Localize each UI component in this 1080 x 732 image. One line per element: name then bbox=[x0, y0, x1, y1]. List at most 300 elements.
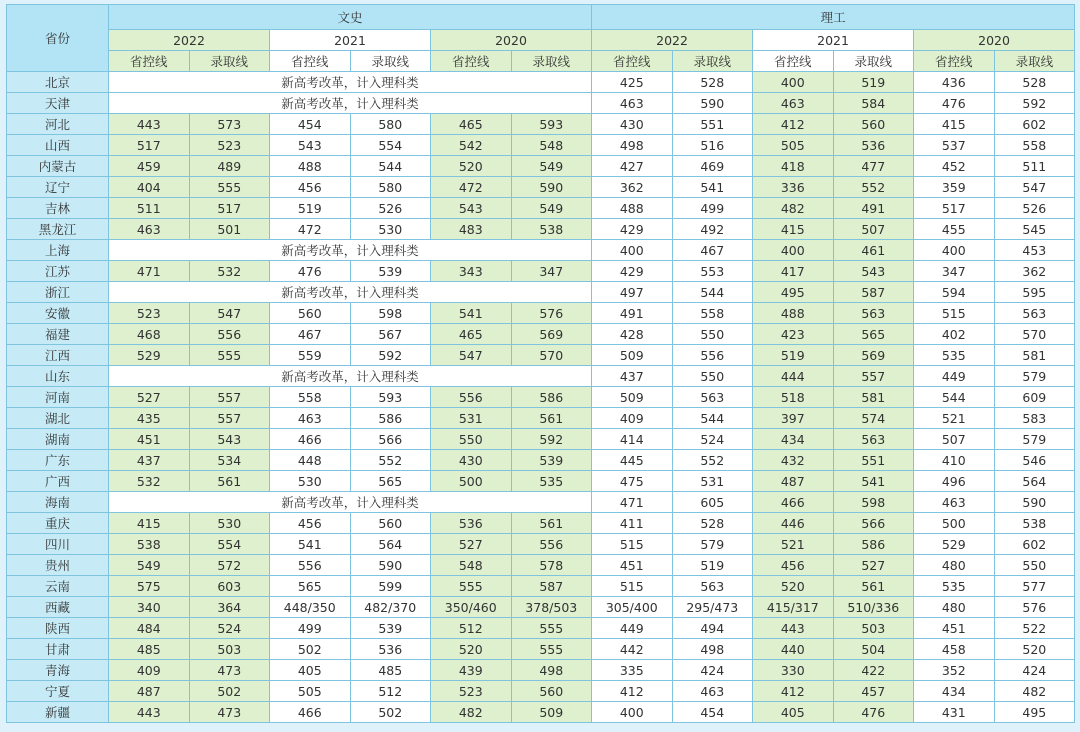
year-header: 2020 bbox=[914, 30, 1075, 51]
liberal-arts-score-cell: 409 bbox=[109, 660, 190, 681]
liberal-arts-score-cell: 549 bbox=[511, 156, 592, 177]
province-cell: 吉林 bbox=[7, 198, 109, 219]
province-cell: 四川 bbox=[7, 534, 109, 555]
science-score-cell: 583 bbox=[994, 408, 1075, 429]
science-score-cell: 544 bbox=[672, 282, 753, 303]
science-score-cell: 515 bbox=[592, 576, 673, 597]
admission-line-header: 录取线 bbox=[350, 51, 431, 72]
science-score-cell: 552 bbox=[672, 450, 753, 471]
science-score-cell: 507 bbox=[833, 219, 914, 240]
liberal-arts-score-cell: 560 bbox=[511, 681, 592, 702]
province-cell: 浙江 bbox=[7, 282, 109, 303]
liberal-arts-score-cell: 565 bbox=[350, 471, 431, 492]
liberal-arts-score-cell: 498 bbox=[511, 660, 592, 681]
science-score-cell: 412 bbox=[753, 681, 834, 702]
liberal-arts-score-cell: 580 bbox=[350, 114, 431, 135]
year-header: 2021 bbox=[270, 30, 431, 51]
table-row bbox=[7, 177, 1075, 198]
science-score-cell: 579 bbox=[672, 534, 753, 555]
province-cell: 河北 bbox=[7, 114, 109, 135]
science-score-cell: 535 bbox=[914, 576, 995, 597]
liberal-arts-score-cell: 463 bbox=[270, 408, 351, 429]
liberal-arts-score-cell: 539 bbox=[511, 450, 592, 471]
science-score-cell: 446 bbox=[753, 513, 834, 534]
science-score-cell: 466 bbox=[753, 492, 834, 513]
table-row bbox=[7, 366, 1075, 387]
science-score-cell: 515 bbox=[592, 534, 673, 555]
science-score-cell: 504 bbox=[833, 639, 914, 660]
admission-score-table bbox=[6, 4, 1075, 723]
provincial-control-line-header: 省控线 bbox=[914, 51, 995, 72]
science-score-cell: 445 bbox=[592, 450, 673, 471]
province-cell: 湖北 bbox=[7, 408, 109, 429]
science-score-cell: 432 bbox=[753, 450, 834, 471]
liberal-arts-score-cell: 456 bbox=[270, 177, 351, 198]
provincial-control-line-header: 省控线 bbox=[270, 51, 351, 72]
province-cell: 江苏 bbox=[7, 261, 109, 282]
science-score-cell: 467 bbox=[672, 240, 753, 261]
liberal-arts-score-cell: 603 bbox=[189, 576, 270, 597]
science-score-cell: 570 bbox=[994, 324, 1075, 345]
province-cell: 广西 bbox=[7, 471, 109, 492]
science-score-cell: 509 bbox=[592, 345, 673, 366]
science-score-cell: 535 bbox=[914, 345, 995, 366]
liberal-arts-score-cell: 567 bbox=[350, 324, 431, 345]
liberal-arts-score-cell: 592 bbox=[511, 429, 592, 450]
admission-line-header: 录取线 bbox=[189, 51, 270, 72]
science-score-cell: 498 bbox=[592, 135, 673, 156]
liberal-arts-score-cell: 430 bbox=[431, 450, 512, 471]
liberal-arts-score-cell: 530 bbox=[189, 513, 270, 534]
science-score-cell: 330 bbox=[753, 660, 834, 681]
liberal-arts-score-cell: 578 bbox=[511, 555, 592, 576]
table-row bbox=[7, 660, 1075, 681]
score-table-container bbox=[6, 4, 1075, 723]
science-score-cell: 505 bbox=[753, 135, 834, 156]
liberal-arts-score-cell: 501 bbox=[189, 219, 270, 240]
science-score-cell: 526 bbox=[994, 198, 1075, 219]
liberal-arts-score-cell: 443 bbox=[109, 114, 190, 135]
table-row bbox=[7, 408, 1075, 429]
subheader-row bbox=[7, 51, 1075, 72]
liberal-arts-score-cell: 549 bbox=[109, 555, 190, 576]
science-score-cell: 456 bbox=[753, 555, 834, 576]
science-score-cell: 528 bbox=[994, 72, 1075, 93]
liberal-arts-score-cell: 350/460 bbox=[431, 597, 512, 618]
admission-line-header: 录取线 bbox=[672, 51, 753, 72]
provincial-control-line-header: 省控线 bbox=[753, 51, 834, 72]
science-score-cell: 528 bbox=[672, 72, 753, 93]
science-score-cell: 579 bbox=[994, 366, 1075, 387]
science-score-cell: 437 bbox=[592, 366, 673, 387]
liberal-arts-score-cell: 543 bbox=[270, 135, 351, 156]
science-score-cell: 550 bbox=[672, 324, 753, 345]
science-score-cell: 427 bbox=[592, 156, 673, 177]
liberal-arts-score-cell: 524 bbox=[189, 618, 270, 639]
science-score-cell: 424 bbox=[994, 660, 1075, 681]
science-score-cell: 412 bbox=[592, 681, 673, 702]
science-score-cell: 598 bbox=[833, 492, 914, 513]
science-score-cell: 487 bbox=[753, 471, 834, 492]
science-score-cell: 563 bbox=[672, 387, 753, 408]
table-row bbox=[7, 492, 1075, 513]
science-score-cell: 557 bbox=[833, 366, 914, 387]
science-score-cell: 440 bbox=[753, 639, 834, 660]
liberal-arts-score-cell: 599 bbox=[350, 576, 431, 597]
science-score-cell: 503 bbox=[833, 618, 914, 639]
liberal-arts-score-cell: 473 bbox=[189, 702, 270, 723]
liberal-arts-score-cell: 435 bbox=[109, 408, 190, 429]
science-score-cell: 417 bbox=[753, 261, 834, 282]
province-cell: 云南 bbox=[7, 576, 109, 597]
year-header: 2022 bbox=[592, 30, 753, 51]
science-score-cell: 595 bbox=[994, 282, 1075, 303]
science-score-cell: 544 bbox=[914, 387, 995, 408]
science-score-cell: 488 bbox=[592, 198, 673, 219]
year-header-row bbox=[7, 30, 1075, 51]
province-cell: 广东 bbox=[7, 450, 109, 471]
science-score-cell: 476 bbox=[914, 93, 995, 114]
liberal-arts-score-cell: 347 bbox=[511, 261, 592, 282]
group-header-science: 理工 bbox=[592, 5, 1075, 30]
science-score-cell: 543 bbox=[833, 261, 914, 282]
liberal-arts-score-cell: 519 bbox=[270, 198, 351, 219]
liberal-arts-score-cell: 503 bbox=[189, 639, 270, 660]
science-score-cell: 547 bbox=[994, 177, 1075, 198]
science-score-cell: 518 bbox=[753, 387, 834, 408]
table-row bbox=[7, 681, 1075, 702]
liberal-arts-score-cell: 527 bbox=[109, 387, 190, 408]
science-score-cell: 442 bbox=[592, 639, 673, 660]
liberal-arts-score-cell: 555 bbox=[511, 618, 592, 639]
science-score-cell: 400 bbox=[753, 72, 834, 93]
liberal-arts-score-cell: 538 bbox=[511, 219, 592, 240]
science-score-cell: 509 bbox=[592, 387, 673, 408]
liberal-arts-score-cell: 520 bbox=[431, 156, 512, 177]
table-row bbox=[7, 72, 1075, 93]
liberal-arts-score-cell: 499 bbox=[270, 618, 351, 639]
liberal-arts-score-cell: 483 bbox=[431, 219, 512, 240]
liberal-arts-score-cell: 572 bbox=[189, 555, 270, 576]
liberal-arts-score-cell: 556 bbox=[189, 324, 270, 345]
science-score-cell: 449 bbox=[592, 618, 673, 639]
liberal-arts-score-cell: 544 bbox=[350, 156, 431, 177]
table-row bbox=[7, 555, 1075, 576]
liberal-arts-score-cell: 468 bbox=[109, 324, 190, 345]
liberal-arts-score-cell: 592 bbox=[350, 345, 431, 366]
science-score-cell: 451 bbox=[592, 555, 673, 576]
liberal-arts-score-cell: 558 bbox=[270, 387, 351, 408]
science-score-cell: 336 bbox=[753, 177, 834, 198]
liberal-arts-score-cell: 488 bbox=[270, 156, 351, 177]
liberal-arts-score-cell: 543 bbox=[431, 198, 512, 219]
liberal-arts-score-cell: 556 bbox=[270, 555, 351, 576]
science-score-cell: 563 bbox=[833, 429, 914, 450]
liberal-arts-score-cell: 517 bbox=[109, 135, 190, 156]
liberal-arts-score-cell: 502 bbox=[270, 639, 351, 660]
liberal-arts-score-cell: 539 bbox=[350, 261, 431, 282]
liberal-arts-score-cell: 566 bbox=[350, 429, 431, 450]
science-score-cell: 418 bbox=[753, 156, 834, 177]
province-cell: 福建 bbox=[7, 324, 109, 345]
province-cell: 河南 bbox=[7, 387, 109, 408]
liberal-arts-score-cell: 439 bbox=[431, 660, 512, 681]
liberal-arts-score-cell: 405 bbox=[270, 660, 351, 681]
table-row bbox=[7, 534, 1075, 555]
liberal-arts-score-cell: 448 bbox=[270, 450, 351, 471]
science-score-cell: 538 bbox=[994, 513, 1075, 534]
science-score-cell: 531 bbox=[672, 471, 753, 492]
liberal-arts-score-cell: 484 bbox=[109, 618, 190, 639]
provincial-control-line-header: 省控线 bbox=[431, 51, 512, 72]
liberal-arts-score-cell: 541 bbox=[270, 534, 351, 555]
science-score-cell: 463 bbox=[914, 492, 995, 513]
science-score-cell: 443 bbox=[753, 618, 834, 639]
science-score-cell: 581 bbox=[994, 345, 1075, 366]
province-cell: 江西 bbox=[7, 345, 109, 366]
science-score-cell: 528 bbox=[672, 513, 753, 534]
science-score-cell: 494 bbox=[672, 618, 753, 639]
table-row bbox=[7, 135, 1075, 156]
liberal-arts-score-cell: 448/350 bbox=[270, 597, 351, 618]
liberal-arts-score-cell: 471 bbox=[109, 261, 190, 282]
table-row bbox=[7, 282, 1075, 303]
science-score-cell: 415/317 bbox=[753, 597, 834, 618]
liberal-arts-score-cell: 415 bbox=[109, 513, 190, 534]
table-row bbox=[7, 219, 1075, 240]
liberal-arts-score-cell: 555 bbox=[511, 639, 592, 660]
liberal-arts-score-cell: 593 bbox=[350, 387, 431, 408]
science-score-cell: 335 bbox=[592, 660, 673, 681]
science-score-cell: 347 bbox=[914, 261, 995, 282]
liberal-arts-score-cell: 482/370 bbox=[350, 597, 431, 618]
reform-note-cell: 新高考改革，计入理科类 bbox=[109, 93, 592, 114]
liberal-arts-score-cell: 502 bbox=[189, 681, 270, 702]
liberal-arts-score-cell: 531 bbox=[431, 408, 512, 429]
science-score-cell: 414 bbox=[592, 429, 673, 450]
science-score-cell: 519 bbox=[833, 72, 914, 93]
liberal-arts-score-cell: 535 bbox=[511, 471, 592, 492]
liberal-arts-score-cell: 587 bbox=[511, 576, 592, 597]
liberal-arts-score-cell: 459 bbox=[109, 156, 190, 177]
science-score-cell: 576 bbox=[994, 597, 1075, 618]
science-score-cell: 537 bbox=[914, 135, 995, 156]
science-score-cell: 359 bbox=[914, 177, 995, 198]
liberal-arts-score-cell: 548 bbox=[511, 135, 592, 156]
science-score-cell: 560 bbox=[833, 114, 914, 135]
year-header: 2021 bbox=[753, 30, 914, 51]
table-body bbox=[7, 72, 1075, 723]
liberal-arts-score-cell: 463 bbox=[109, 219, 190, 240]
province-cell: 陕西 bbox=[7, 618, 109, 639]
science-score-cell: 428 bbox=[592, 324, 673, 345]
liberal-arts-score-cell: 485 bbox=[350, 660, 431, 681]
liberal-arts-score-cell: 378/503 bbox=[511, 597, 592, 618]
liberal-arts-score-cell: 547 bbox=[431, 345, 512, 366]
liberal-arts-score-cell: 586 bbox=[350, 408, 431, 429]
science-score-cell: 461 bbox=[833, 240, 914, 261]
province-cell: 北京 bbox=[7, 72, 109, 93]
science-score-cell: 516 bbox=[672, 135, 753, 156]
science-score-cell: 411 bbox=[592, 513, 673, 534]
liberal-arts-score-cell: 593 bbox=[511, 114, 592, 135]
liberal-arts-score-cell: 526 bbox=[350, 198, 431, 219]
science-score-cell: 500 bbox=[914, 513, 995, 534]
liberal-arts-score-cell: 465 bbox=[431, 324, 512, 345]
liberal-arts-score-cell: 437 bbox=[109, 450, 190, 471]
liberal-arts-score-cell: 500 bbox=[431, 471, 512, 492]
liberal-arts-score-cell: 343 bbox=[431, 261, 512, 282]
liberal-arts-score-cell: 532 bbox=[109, 471, 190, 492]
science-score-cell: 521 bbox=[753, 534, 834, 555]
province-cell: 贵州 bbox=[7, 555, 109, 576]
science-score-cell: 477 bbox=[833, 156, 914, 177]
table-row bbox=[7, 702, 1075, 723]
science-score-cell: 295/473 bbox=[672, 597, 753, 618]
science-score-cell: 422 bbox=[833, 660, 914, 681]
liberal-arts-score-cell: 561 bbox=[511, 513, 592, 534]
science-score-cell: 495 bbox=[994, 702, 1075, 723]
science-score-cell: 482 bbox=[753, 198, 834, 219]
table-row bbox=[7, 618, 1075, 639]
science-score-cell: 488 bbox=[753, 303, 834, 324]
provincial-control-line-header: 省控线 bbox=[109, 51, 190, 72]
table-row bbox=[7, 156, 1075, 177]
liberal-arts-score-cell: 554 bbox=[189, 534, 270, 555]
science-score-cell: 491 bbox=[833, 198, 914, 219]
province-cell: 黑龙江 bbox=[7, 219, 109, 240]
liberal-arts-score-cell: 547 bbox=[189, 303, 270, 324]
science-score-cell: 511 bbox=[994, 156, 1075, 177]
science-score-cell: 482 bbox=[994, 681, 1075, 702]
science-score-cell: 602 bbox=[994, 114, 1075, 135]
liberal-arts-score-cell: 542 bbox=[431, 135, 512, 156]
liberal-arts-score-cell: 489 bbox=[189, 156, 270, 177]
liberal-arts-score-cell: 569 bbox=[511, 324, 592, 345]
science-score-cell: 574 bbox=[833, 408, 914, 429]
liberal-arts-score-cell: 560 bbox=[270, 303, 351, 324]
science-score-cell: 405 bbox=[753, 702, 834, 723]
liberal-arts-score-cell: 541 bbox=[431, 303, 512, 324]
provincial-control-line-header: 省控线 bbox=[592, 51, 673, 72]
table-row bbox=[7, 639, 1075, 660]
science-score-cell: 590 bbox=[672, 93, 753, 114]
province-cell: 内蒙古 bbox=[7, 156, 109, 177]
liberal-arts-score-cell: 530 bbox=[270, 471, 351, 492]
science-score-cell: 412 bbox=[753, 114, 834, 135]
science-score-cell: 409 bbox=[592, 408, 673, 429]
science-score-cell: 541 bbox=[833, 471, 914, 492]
liberal-arts-score-cell: 548 bbox=[431, 555, 512, 576]
science-score-cell: 455 bbox=[914, 219, 995, 240]
liberal-arts-score-cell: 575 bbox=[109, 576, 190, 597]
admission-line-header: 录取线 bbox=[994, 51, 1075, 72]
science-score-cell: 400 bbox=[592, 702, 673, 723]
science-score-cell: 558 bbox=[672, 303, 753, 324]
liberal-arts-score-cell: 559 bbox=[270, 345, 351, 366]
science-score-cell: 305/400 bbox=[592, 597, 673, 618]
liberal-arts-score-cell: 505 bbox=[270, 681, 351, 702]
science-score-cell: 551 bbox=[833, 450, 914, 471]
liberal-arts-score-cell: 534 bbox=[189, 450, 270, 471]
province-cell: 海南 bbox=[7, 492, 109, 513]
science-score-cell: 577 bbox=[994, 576, 1075, 597]
science-score-cell: 524 bbox=[672, 429, 753, 450]
liberal-arts-score-cell: 556 bbox=[431, 387, 512, 408]
admission-line-header: 录取线 bbox=[511, 51, 592, 72]
science-score-cell: 402 bbox=[914, 324, 995, 345]
science-score-cell: 520 bbox=[994, 639, 1075, 660]
liberal-arts-score-cell: 555 bbox=[189, 177, 270, 198]
liberal-arts-score-cell: 465 bbox=[431, 114, 512, 135]
science-score-cell: 362 bbox=[592, 177, 673, 198]
science-score-cell: 536 bbox=[833, 135, 914, 156]
liberal-arts-score-cell: 554 bbox=[350, 135, 431, 156]
liberal-arts-score-cell: 512 bbox=[350, 681, 431, 702]
liberal-arts-score-cell: 443 bbox=[109, 702, 190, 723]
science-score-cell: 453 bbox=[994, 240, 1075, 261]
liberal-arts-score-cell: 549 bbox=[511, 198, 592, 219]
province-cell: 甘肃 bbox=[7, 639, 109, 660]
liberal-arts-score-cell: 539 bbox=[350, 618, 431, 639]
liberal-arts-score-cell: 586 bbox=[511, 387, 592, 408]
table-row bbox=[7, 261, 1075, 282]
science-score-cell: 425 bbox=[592, 72, 673, 93]
liberal-arts-score-cell: 564 bbox=[350, 534, 431, 555]
science-score-cell: 497 bbox=[592, 282, 673, 303]
science-score-cell: 521 bbox=[914, 408, 995, 429]
science-score-cell: 498 bbox=[672, 639, 753, 660]
science-score-cell: 515 bbox=[914, 303, 995, 324]
science-score-cell: 569 bbox=[833, 345, 914, 366]
science-score-cell: 495 bbox=[753, 282, 834, 303]
science-score-cell: 579 bbox=[994, 429, 1075, 450]
science-score-cell: 565 bbox=[833, 324, 914, 345]
science-score-cell: 400 bbox=[914, 240, 995, 261]
liberal-arts-score-cell: 529 bbox=[109, 345, 190, 366]
table-row bbox=[7, 429, 1075, 450]
science-score-cell: 602 bbox=[994, 534, 1075, 555]
science-score-cell: 496 bbox=[914, 471, 995, 492]
year-header: 2022 bbox=[109, 30, 270, 51]
science-score-cell: 410 bbox=[914, 450, 995, 471]
science-score-cell: 429 bbox=[592, 261, 673, 282]
science-score-cell: 556 bbox=[672, 345, 753, 366]
liberal-arts-score-cell: 557 bbox=[189, 387, 270, 408]
province-cell: 天津 bbox=[7, 93, 109, 114]
table-row bbox=[7, 576, 1075, 597]
liberal-arts-score-cell: 404 bbox=[109, 177, 190, 198]
liberal-arts-score-cell: 570 bbox=[511, 345, 592, 366]
science-score-cell: 458 bbox=[914, 639, 995, 660]
science-score-cell: 581 bbox=[833, 387, 914, 408]
liberal-arts-score-cell: 517 bbox=[189, 198, 270, 219]
province-cell: 湖南 bbox=[7, 429, 109, 450]
table-row bbox=[7, 240, 1075, 261]
science-score-cell: 517 bbox=[914, 198, 995, 219]
science-score-cell: 452 bbox=[914, 156, 995, 177]
liberal-arts-score-cell: 573 bbox=[189, 114, 270, 135]
science-score-cell: 550 bbox=[672, 366, 753, 387]
province-cell: 山东 bbox=[7, 366, 109, 387]
science-score-cell: 551 bbox=[672, 114, 753, 135]
table-row bbox=[7, 513, 1075, 534]
science-score-cell: 546 bbox=[994, 450, 1075, 471]
liberal-arts-score-cell: 552 bbox=[350, 450, 431, 471]
science-score-cell: 507 bbox=[914, 429, 995, 450]
liberal-arts-score-cell: 485 bbox=[109, 639, 190, 660]
table-row bbox=[7, 471, 1075, 492]
